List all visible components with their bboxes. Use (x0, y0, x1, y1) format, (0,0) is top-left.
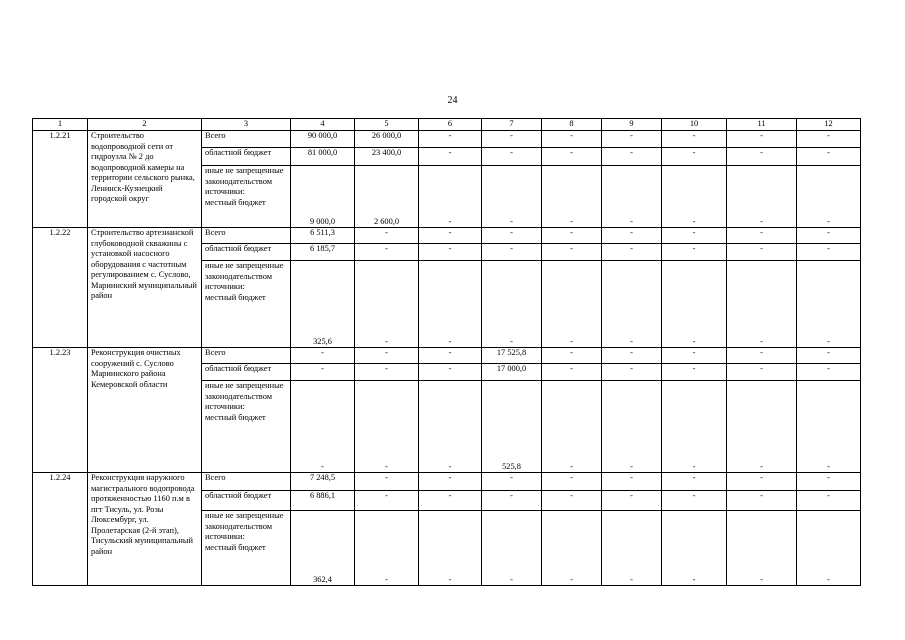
item-number: 1.2.21 (33, 131, 88, 228)
value-cell: - (602, 166, 662, 228)
value-cell: - (355, 228, 419, 244)
value-cell: - (419, 261, 482, 348)
value-cell: - (662, 381, 727, 473)
value-cell: 362,4 (291, 511, 355, 586)
value-cell: - (482, 228, 542, 244)
funding-source: областной бюджет (202, 491, 291, 511)
value-cell: 2 600,0 (355, 166, 419, 228)
value-cell: - (542, 228, 602, 244)
funding-source: Всего (202, 348, 291, 364)
value-cell: - (542, 148, 602, 166)
value-cell: - (602, 364, 662, 381)
header-cell: 12 (797, 119, 861, 131)
item-name: Строительство артезианской глубоководной скважины с установкой насосного оборудования с частотным регулированием с. Суслово, Мариинский муниципальный район (88, 228, 202, 348)
value-cell: - (542, 348, 602, 364)
funding-source: Всего (202, 228, 291, 244)
item-number: 1.2.24 (33, 473, 88, 586)
header-cell: 5 (355, 119, 419, 131)
header-cell: 4 (291, 119, 355, 131)
value-cell: - (542, 491, 602, 511)
budget-table (32, 118, 861, 586)
value-cell: - (662, 244, 727, 261)
value-cell: - (797, 244, 861, 261)
value-cell: - (662, 228, 727, 244)
value-cell: - (419, 131, 482, 148)
value-cell: - (419, 364, 482, 381)
value-cell: 7 248,5 (291, 473, 355, 491)
item-number: 1.2.23 (33, 348, 88, 473)
value-cell: - (602, 148, 662, 166)
value-cell: - (602, 261, 662, 348)
funding-source: иные не запрещенные законодательством источники: местный бюджет (202, 261, 291, 348)
value-cell: - (419, 228, 482, 244)
value-cell: - (419, 511, 482, 586)
item-name: Реконструкция наружного магистрального водопровода протяженностью 1160 п.м в пгт Тисуль, ул. Розы Люксембург, ул. Пролетарская (2-й этап), Тисульский муниципальный район (88, 473, 202, 586)
table-row (33, 228, 861, 244)
value-cell: - (797, 148, 861, 166)
header-cell: 6 (419, 119, 482, 131)
item-number: 1.2.22 (33, 228, 88, 348)
value-cell: - (542, 261, 602, 348)
table-row (33, 348, 861, 364)
value-cell: - (419, 491, 482, 511)
value-cell: - (727, 491, 797, 511)
funding-source: иные не запрещенные законодательством источники: местный бюджет (202, 381, 291, 473)
value-cell: - (602, 228, 662, 244)
funding-source: иные не запрещенные законодательством источники: местный бюджет (202, 166, 291, 228)
value-cell: - (727, 131, 797, 148)
value-cell: - (542, 244, 602, 261)
value-cell: - (542, 364, 602, 381)
value-cell: 23 400,0 (355, 148, 419, 166)
value-cell: - (602, 131, 662, 148)
value-cell: - (291, 364, 355, 381)
value-cell: - (482, 244, 542, 261)
value-cell: - (419, 244, 482, 261)
value-cell: - (542, 511, 602, 586)
value-cell: - (542, 473, 602, 491)
value-cell: - (727, 348, 797, 364)
page-number: 24 (447, 95, 458, 106)
header-cell: 8 (542, 119, 602, 131)
value-cell: - (482, 511, 542, 586)
header-row (33, 119, 861, 131)
value-cell: - (662, 491, 727, 511)
value-cell: 17 000,0 (482, 364, 542, 381)
table-row (33, 131, 861, 148)
value-cell: 525,8 (482, 381, 542, 473)
value-cell: - (797, 228, 861, 244)
value-cell: 6 511,3 (291, 228, 355, 244)
value-cell: - (662, 131, 727, 148)
value-cell: - (727, 166, 797, 228)
funding-source: иные не запрещенные законодательством источники: местный бюджет (202, 511, 291, 586)
value-cell: - (797, 491, 861, 511)
value-cell: - (542, 381, 602, 473)
value-cell: - (727, 381, 797, 473)
value-cell: - (291, 348, 355, 364)
header-cell: 3 (202, 119, 291, 131)
value-cell: - (482, 131, 542, 148)
funding-source: Всего (202, 131, 291, 148)
value-cell: 325,6 (291, 261, 355, 348)
value-cell: - (797, 364, 861, 381)
value-cell: - (797, 166, 861, 228)
value-cell: - (355, 244, 419, 261)
value-cell: - (727, 364, 797, 381)
header-cell: 2 (88, 119, 202, 131)
value-cell: - (419, 166, 482, 228)
value-cell: - (727, 473, 797, 491)
value-cell: 17 525,8 (482, 348, 542, 364)
value-cell: - (662, 473, 727, 491)
value-cell: - (355, 381, 419, 473)
value-cell: - (355, 348, 419, 364)
value-cell: - (727, 228, 797, 244)
funding-source: областной бюджет (202, 364, 291, 381)
funding-source: областной бюджет (202, 244, 291, 261)
value-cell: - (482, 261, 542, 348)
value-cell: - (482, 491, 542, 511)
value-cell: - (727, 511, 797, 586)
value-cell: - (355, 473, 419, 491)
value-cell: - (662, 261, 727, 348)
funding-source: областной бюджет (202, 148, 291, 166)
value-cell: - (419, 473, 482, 491)
header-cell: 10 (662, 119, 727, 131)
value-cell: - (355, 261, 419, 348)
value-cell: - (662, 511, 727, 586)
value-cell: 81 000,0 (291, 148, 355, 166)
value-cell: - (797, 381, 861, 473)
value-cell: - (542, 166, 602, 228)
value-cell: - (797, 131, 861, 148)
table-row (33, 473, 861, 491)
value-cell: 9 000,0 (291, 166, 355, 228)
value-cell: - (662, 166, 727, 228)
value-cell: - (662, 348, 727, 364)
value-cell: - (602, 473, 662, 491)
value-cell: - (727, 261, 797, 348)
value-cell: 90 000,0 (291, 131, 355, 148)
item-name: Реконструкция очистных сооружений с. Суслово Мариинского района Кемеровской области (88, 348, 202, 473)
value-cell: - (797, 261, 861, 348)
value-cell: - (419, 348, 482, 364)
funding-source: Всего (202, 473, 291, 491)
value-cell: - (727, 148, 797, 166)
value-cell: - (419, 148, 482, 166)
value-cell: - (602, 348, 662, 364)
value-cell: - (602, 511, 662, 586)
value-cell: - (797, 511, 861, 586)
header-cell: 9 (602, 119, 662, 131)
header-cell: 7 (482, 119, 542, 131)
value-cell: - (797, 348, 861, 364)
value-cell: - (482, 148, 542, 166)
value-cell: - (602, 381, 662, 473)
value-cell: - (662, 364, 727, 381)
header-cell: 11 (727, 119, 797, 131)
value-cell: - (482, 166, 542, 228)
value-cell: - (355, 491, 419, 511)
value-cell: - (482, 473, 542, 491)
value-cell: - (419, 381, 482, 473)
value-cell: 26 000,0 (355, 131, 419, 148)
value-cell: - (291, 381, 355, 473)
value-cell: - (355, 364, 419, 381)
value-cell: - (602, 244, 662, 261)
header-cell: 1 (33, 119, 88, 131)
value-cell: - (542, 131, 602, 148)
value-cell: 6 185,7 (291, 244, 355, 261)
value-cell: - (355, 511, 419, 586)
value-cell: - (602, 491, 662, 511)
value-cell: - (727, 244, 797, 261)
item-name: Строительство водопроводной сети от гидроузла № 2 до водопроводной камеры на территории сельского рынка, Ленинск-Кузнецкий городской округ (88, 131, 202, 228)
value-cell: - (797, 473, 861, 491)
value-cell: - (662, 148, 727, 166)
value-cell: 6 886,1 (291, 491, 355, 511)
